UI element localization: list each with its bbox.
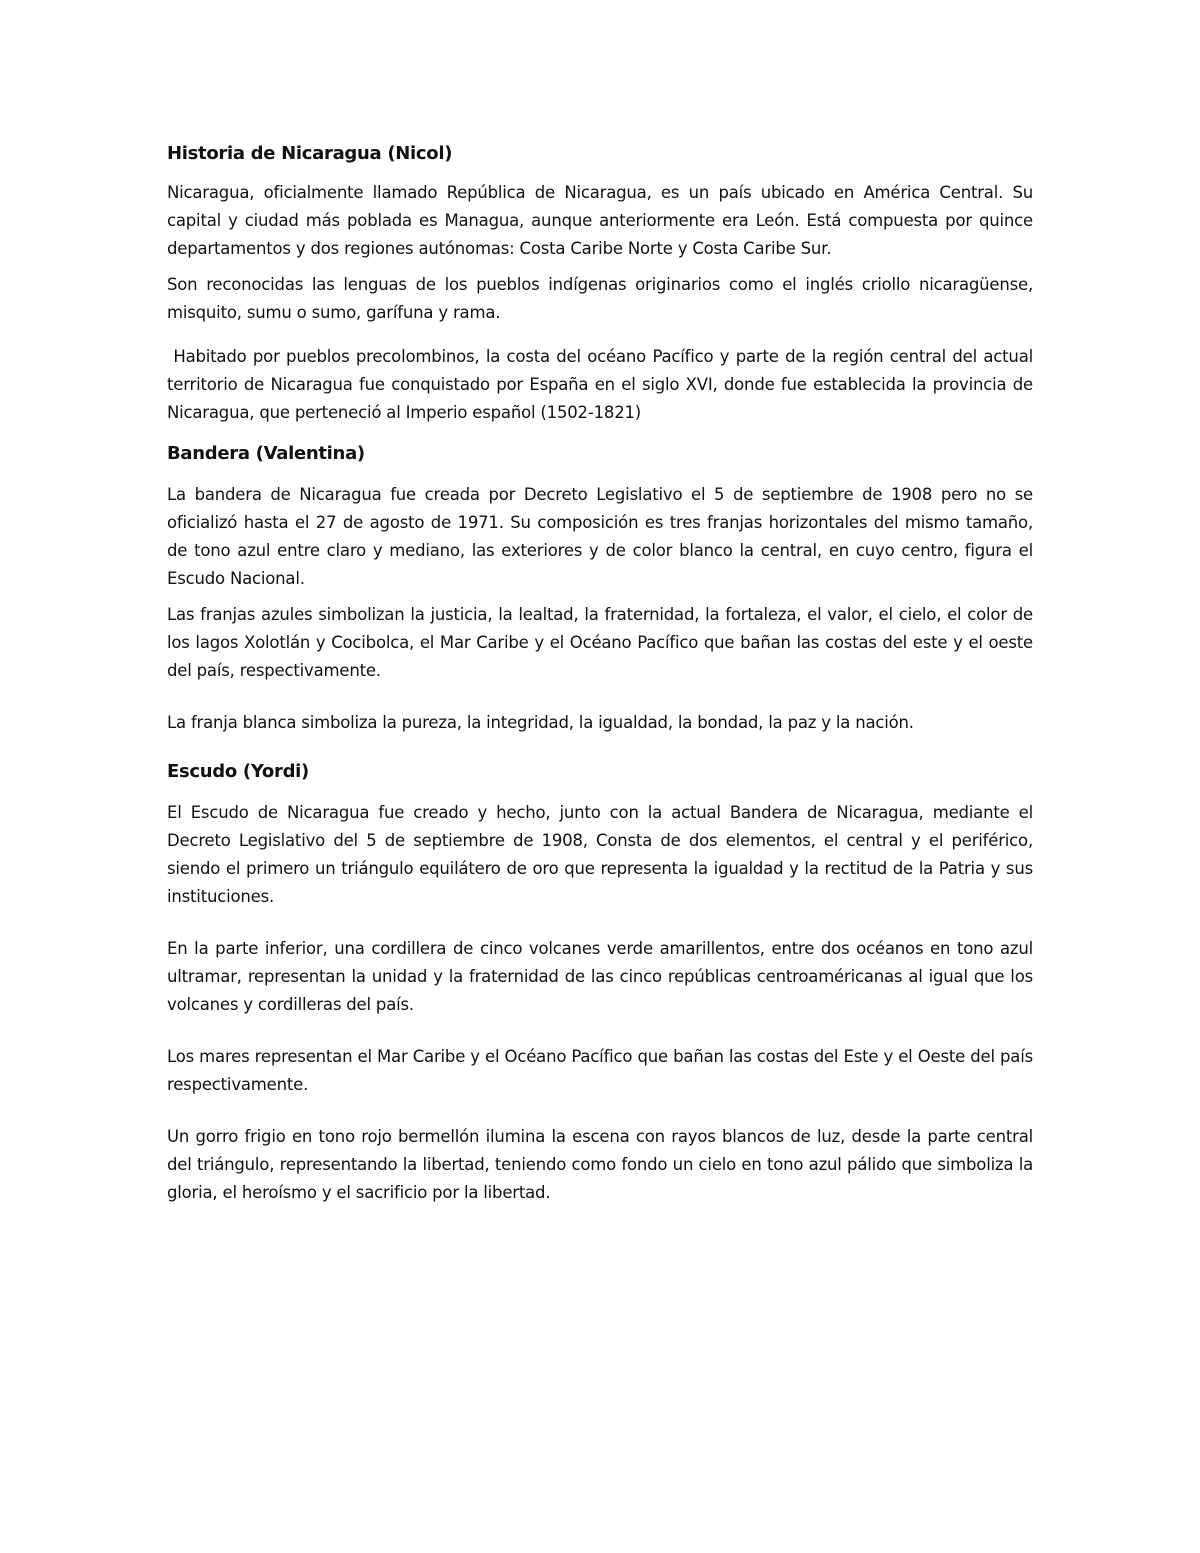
paragraph-historia-3: Habitado por pueblos precolombinos, la costa del océano Pacífico y parte de la región central del actual territorio de Nicaragua fue conquistado por España en el siglo XVI, donde fue establecida la provincia de Nicaragua, que perteneció al Imperio español (1502-1821): [167, 347, 1039, 422]
section-title-historia: Historia de Nicaragua (Nicol): [167, 143, 453, 164]
paragraph-escudo-2: En la parte inferior, una cordillera de cinco volcanes verde amarillentos, entre dos océanos en tono azul ultramar, representan la unidad y la fraternidad de las cinco repúblicas centroaméricanas al igual que los volcanes y cordilleras del país.: [167, 939, 1033, 1014]
paragraph-bandera-3: La franja blanca simboliza la pureza, la integridad, la igualdad, la bondad, la paz y la nación.: [167, 713, 914, 732]
section-title-bandera: Bandera (Valentina): [167, 443, 365, 464]
paragraph-escudo-4: Un gorro frigio en tono rojo bermellón ilumina la escena con rayos blancos de luz, desde la parte central del triángulo, representando la libertad, teniendo como fondo un cielo en tono azul pálido que simboliza la gloria, el heroísmo y el sacrificio por la libertad.: [167, 1127, 1033, 1202]
paragraph-bandera-1: La bandera de Nicaragua fue creada por Decreto Legislativo el 5 de septiembre de 1908 pero no se oficializó hasta el 27 de agosto de 1971. Su composición es tres franjas horizontales del mismo tamaño, de tono azul entre claro y mediano, las exteriores y de color blanco la central, en cuyo centro, figura el Escudo Nacional.: [167, 485, 1033, 588]
paragraph-historia-2: Son reconocidas las lenguas de los pueblos indígenas originarios como el inglés criollo nicaragüense, misquito, sumu o sumo, garífuna y rama.: [167, 275, 1033, 322]
paragraph-bandera-2: Las franjas azules simbolizan la justicia, la lealtad, la fraternidad, la fortaleza, el valor, el cielo, el color de los lagos Xolotlán y Cocibolca, el Mar Caribe y el Océano Pacífico que bañan las costas del este y el oeste del país, respectivamente.: [167, 605, 1033, 680]
document-page: [167, 139, 1039, 1207]
paragraph-escudo-1: El Escudo de Nicaragua fue creado y hecho, junto con la actual Bandera de Nicaragua, mediante el Decreto Legislativo del 5 de septiembre de 1908, Consta de dos elementos, el central y el periférico, siendo el primero un triángulo equilátero de oro que representa la igualdad y la rectitud de la Patria y sus instituciones.: [167, 803, 1033, 906]
section-title-escudo: Escudo (Yordi): [167, 761, 309, 782]
paragraph-escudo-3: Los mares representan el Mar Caribe y el Océano Pacífico que bañan las costas del Este y el Oeste del país respectivamente.: [167, 1047, 1033, 1094]
paragraph-historia-1: Nicaragua, oficialmente llamado República de Nicaragua, es un país ubicado en América Central. Su capital y ciudad más poblada es Managua, aunque anteriormente era León. Está compuesta por quince departamentos y dos regiones autónomas: Costa Caribe Norte y Costa Caribe Sur.: [167, 183, 1033, 258]
